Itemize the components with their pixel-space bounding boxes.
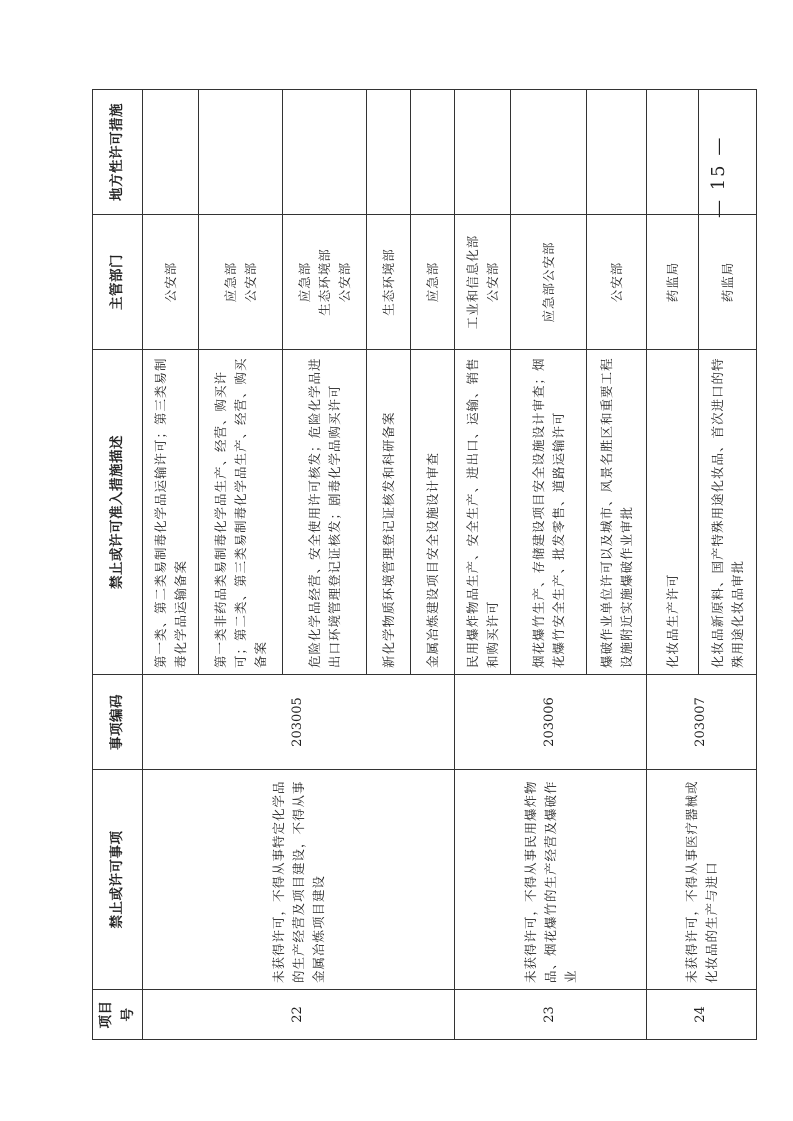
- measure-department: 应急部 生态环境部 公安部: [283, 215, 367, 350]
- page-number: [700, 135, 740, 220]
- item-name: 未获得许可，不得从事特定化学品的生产经营及项目建设，不得从事金属冶炼项目建设: [143, 770, 455, 990]
- measure-description: 化妆品生产许可: [647, 350, 699, 675]
- local-measure: [587, 90, 647, 215]
- local-measure: [647, 90, 699, 215]
- item-code: 203007: [647, 675, 757, 770]
- local-measure: [511, 90, 587, 215]
- item-code: 203005: [143, 675, 455, 770]
- item-code: 203006: [455, 675, 647, 770]
- measure-description: 金属冶炼建设项目安全设施设计审查: [411, 350, 455, 675]
- measure-department: 生态环境部: [367, 215, 411, 350]
- header-description: 禁止或许可准入措施描述: [93, 350, 143, 675]
- measure-department: 工业和信息化部 公安部: [455, 215, 511, 350]
- measure-department: 应急部 公安部: [199, 215, 283, 350]
- measure-department: 药监局: [699, 215, 757, 350]
- local-measure: [283, 90, 367, 215]
- header-department: 主管部门: [93, 215, 143, 350]
- permit-table: [92, 89, 757, 1040]
- measure-description: 爆破作业单位许可以及城市、风景名胜区和重要工程设施附近实施爆破作业审批: [587, 350, 647, 675]
- header-local: 地方性许可措施: [93, 90, 143, 215]
- item-name: 未获得许可，不得从事民用爆炸物品、烟花爆竹的生产经营及爆破作业: [455, 770, 647, 990]
- local-measure: [199, 90, 283, 215]
- local-measure: [367, 90, 411, 215]
- measure-department: 药监局: [647, 215, 699, 350]
- measure-description: 民用爆炸物品生产、安全生产、进出口、运输、销售和购买许可: [455, 350, 511, 675]
- header-item: 禁止或许可事项: [93, 770, 143, 990]
- header-code: 事项编码: [93, 675, 143, 770]
- measure-department: 公安部: [587, 215, 647, 350]
- measure-description: 新化学物质环境管理登记证核发和科研备案: [367, 350, 411, 675]
- measure-description: 化妆品新原料、国产特殊用途化妆品、首次进口的特殊用途化妆品审批: [699, 350, 757, 675]
- measure-description: 第一类、第二类易制毒化学品运输许可；第三类易制毒化学品运输备案: [143, 350, 199, 675]
- measure-description: 危险化学品经营、安全使用许可核发；危险化学品进出口环境管理登记证核发；剧毒化学品购买许可: [283, 350, 367, 675]
- item-number: 22: [143, 990, 455, 1040]
- item-name: 未获得许可，不得从事医疗器械或化妆品的生产与进口: [647, 770, 757, 990]
- local-measure: [455, 90, 511, 215]
- measure-description: 烟花爆竹生产、存储建设项目安全设施设计审查；烟花爆竹安全生产、批发零售、道路运输许可: [511, 350, 587, 675]
- table-row: [647, 90, 699, 1040]
- item-number: 23: [455, 990, 647, 1040]
- table-row: [143, 90, 199, 1040]
- header-item-no: 项目号: [93, 990, 143, 1040]
- measure-department: 应急部公安部: [511, 215, 587, 350]
- measure-department: 应急部: [411, 215, 455, 350]
- local-measure: [143, 90, 199, 215]
- header-row: [93, 90, 143, 1040]
- local-measure: [411, 90, 455, 215]
- measure-department: 公安部: [143, 215, 199, 350]
- table-row: [455, 90, 511, 1040]
- page-number-text: — 15 —: [708, 135, 729, 218]
- item-number: 24: [647, 990, 757, 1040]
- measure-description: 第一类非药品类易制毒化学品生产、经营、购买许可；第二类、第三类易制毒化学品生产、经营、购买备案: [199, 350, 283, 675]
